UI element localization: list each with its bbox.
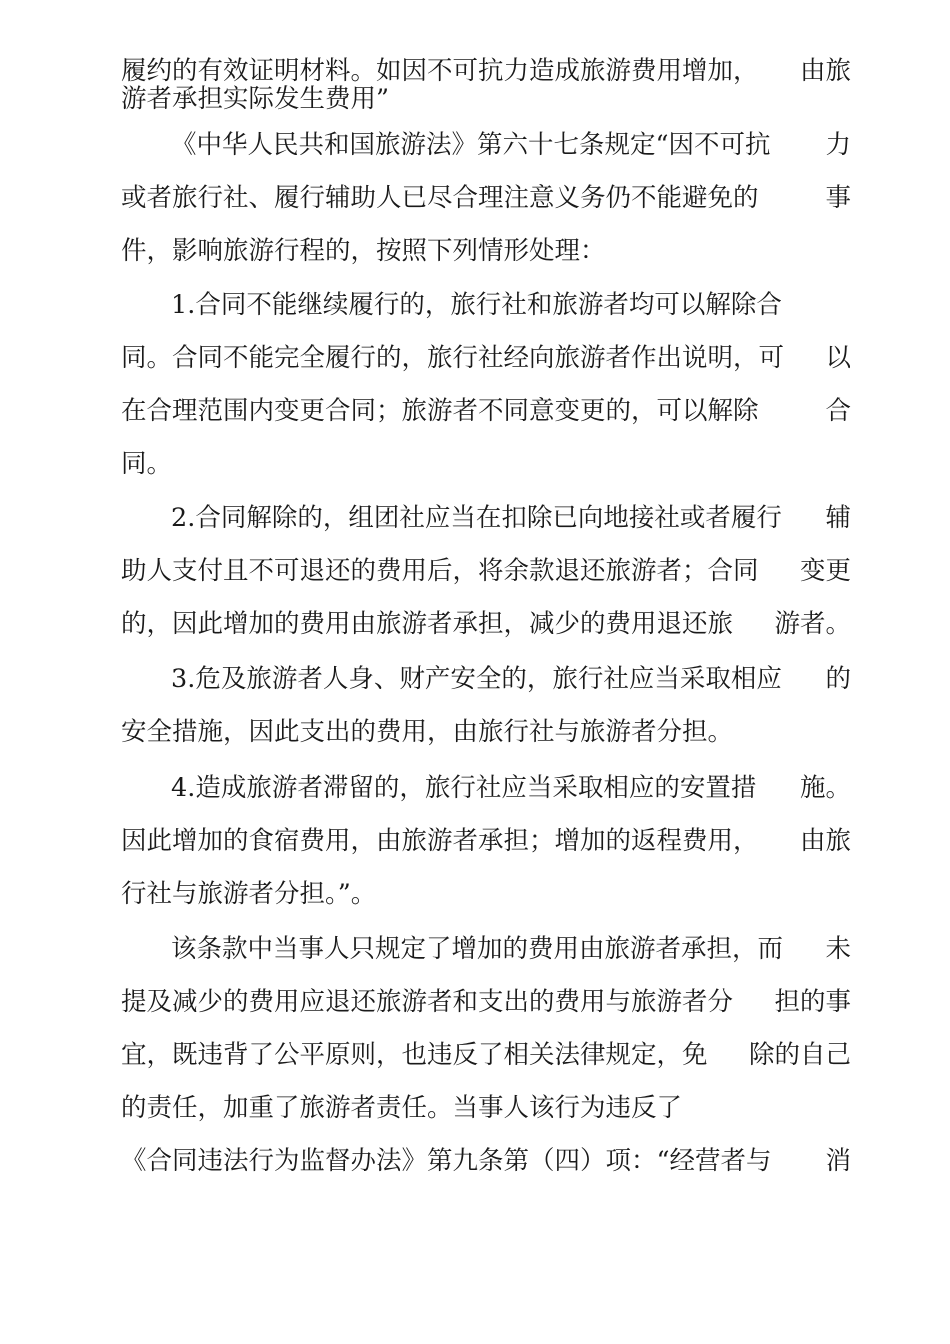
paragraph-start-line: 1.合同不能继续履行的，旅行社和旅游者均可以解除合 — [171, 290, 782, 320]
text-line: 件，影响旅游行程的，按照下列情形处理： — [121, 236, 606, 266]
text-line: 或者旅行社、履行辅助人已尽合理注意义务仍不能避免的 事 — [121, 183, 851, 213]
text-line: 《合同违法行为监督办法》第九条第（四）项：“经营者与 消 — [121, 1146, 851, 1176]
text-line: 提及减少的费用应退还旅游者和支出的费用与旅游者分 担的事 — [121, 987, 851, 1017]
text-line: 同。 — [121, 449, 173, 479]
text-line: 游者承担实际发生费用” — [121, 84, 390, 114]
text-line: 宜，既违背了公平原则，也违反了相关法律规定，免 除的自己 — [121, 1040, 851, 1070]
paragraph-start-line: 4.造成旅游者滞留的，旅行社应当采取相应的安置措 施。 — [171, 773, 851, 803]
text-line: 履约的有效证明材料。如因不可抗力造成旅游费用增加， 由旅 — [121, 56, 851, 86]
text-line: 因此增加的食宿费用，由旅游者承担；增加的返程费用， 由旅 — [121, 826, 851, 856]
text-line: 在合理范围内变更合同；旅游者不同意变更的，可以解除 合 — [121, 396, 851, 426]
text-line: 助人支付且不可退还的费用后，将余款退还旅游者；合同 变更 — [121, 556, 851, 586]
paragraph-start-line: 《中华人民共和国旅游法》第六十七条规定“因不可抗 力 — [171, 130, 851, 160]
paragraph-start-line: 该条款中当事人只规定了增加的费用由旅游者承担，而 未 — [171, 934, 851, 964]
text-line: 行社与旅游者分担。”。 — [121, 879, 377, 909]
paragraph-start-line: 3.危及旅游者人身、财产安全的，旅行社应当采取相应 的 — [171, 664, 851, 694]
text-line: 同。合同不能完全履行的，旅行社经向旅游者作出说明，可 以 — [121, 343, 851, 373]
paragraph-start-line: 2.合同解除的，组团社应当在扣除已向地接社或者履行 辅 — [171, 503, 851, 533]
text-line: 安全措施，因此支出的费用，由旅行社与旅游者分担。 — [121, 717, 734, 747]
text-line: 的，因此增加的费用由旅游者承担，减少的费用退还旅 游者。 — [121, 609, 851, 639]
text-line: 的责任，加重了旅游者责任。当事人该行为违反了 — [121, 1093, 683, 1123]
